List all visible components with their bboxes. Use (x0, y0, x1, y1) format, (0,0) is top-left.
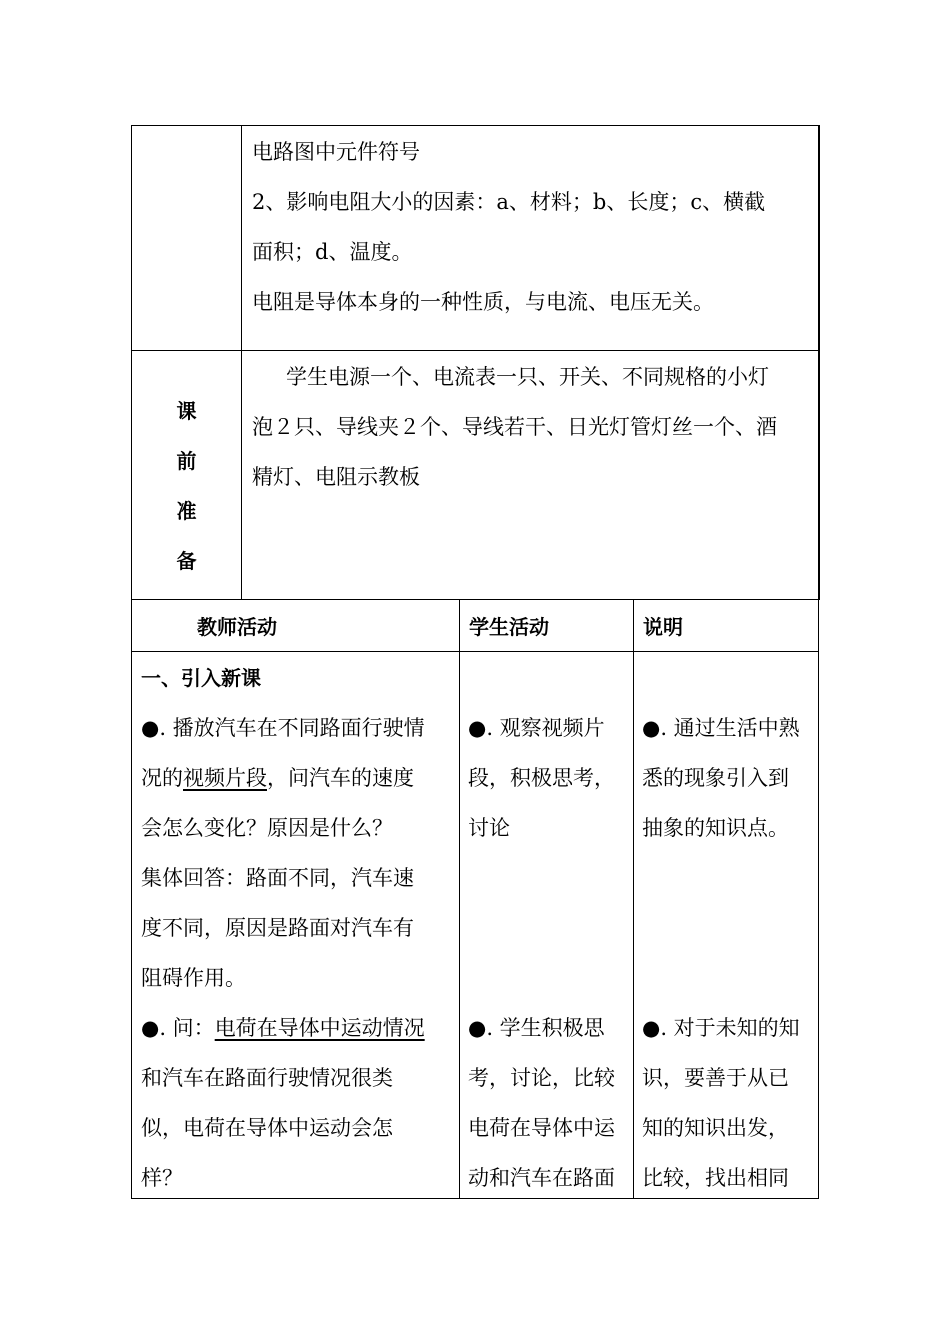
text-line (468, 953, 626, 1003)
text-span: ●. 问： (141, 1016, 215, 1040)
activity-table (131, 599, 819, 1199)
materials-cell (252, 352, 812, 502)
text-line: 阻碍作用。 (141, 966, 246, 990)
label-char: 前 (176, 449, 197, 473)
text-line (642, 653, 812, 703)
text-line: 精灯、电阻示教板 (252, 465, 420, 489)
header-student-activity: 学生活动 (469, 615, 549, 639)
label-char: 课 (176, 399, 197, 423)
text-line: 电荷在导体中运 (468, 1116, 615, 1140)
charge-motion-link[interactable]: 电荷在导体中运动情况 (214, 1016, 425, 1040)
text-line: 度不同，原因是路面对汽车有 (141, 916, 414, 940)
teacher-activity-column (141, 653, 451, 1203)
text-line: ●. 学生积极思 (468, 1016, 605, 1040)
header-teacher-activity: 教师活动 (197, 615, 277, 639)
row-divider (132, 350, 818, 351)
student-activity-column (468, 653, 626, 1203)
text-span: ，问汽车的速度 (267, 766, 414, 790)
text-line: 2、影响电阻大小的因素：a、材料；b、长度；c、横截 (252, 190, 766, 214)
text-line: 会怎么变化？原因是什么？ (141, 816, 393, 840)
text-line (468, 903, 626, 953)
text-line (642, 903, 812, 953)
column-divider (459, 600, 460, 1198)
text-line: 集体回答：路面不同，汽车速 (141, 866, 414, 890)
text-line: 抽象的知识点。 (642, 816, 789, 840)
text-line (468, 853, 626, 903)
video-clip-link[interactable]: 视频片段 (183, 766, 267, 790)
text-line (468, 653, 626, 703)
text-line: 讨论 (468, 816, 510, 840)
text-line: 泡２只、导线夹２个、导线若干、日光灯管灯丝一个、酒 (252, 415, 777, 439)
text-line: 考，讨论，比较 (468, 1066, 615, 1090)
text-line: 知的知识出发， (642, 1116, 789, 1140)
text-line: 和汽车在路面行驶情况很类 (141, 1066, 393, 1090)
text-line (642, 853, 812, 903)
text-line: 电路图中元件符号 (252, 140, 420, 164)
text-line: 样？ (141, 1166, 183, 1190)
text-line: ●. 观察视频片 (468, 716, 605, 740)
notes-column (642, 653, 812, 1203)
pre-class-preparation-label (132, 386, 241, 586)
text-line: 面积；d、温度。 (252, 240, 413, 264)
column-divider (633, 600, 634, 1198)
section-title: 一、引入新课 (141, 666, 261, 690)
text-line: 学生电源一个、电流表一只、开关、不同规格的小灯 (286, 365, 769, 389)
header-notes: 说明 (643, 615, 683, 639)
text-line: ●. 播放汽车在不同路面行驶情 (141, 716, 425, 740)
text-line: 比较，找出相同 (642, 1166, 789, 1190)
header-divider (132, 651, 818, 652)
text-line (141, 1003, 451, 1053)
label-char: 准 (176, 499, 197, 523)
text-line: 段，积极思考， (468, 766, 615, 790)
text-line: 电阻是导体本身的一种性质，与电流、电压无关。 (252, 290, 714, 314)
text-line: ●. 对于未知的知 (642, 1016, 800, 1040)
text-line: 悉的现象引入到 (642, 766, 789, 790)
text-line: 动和汽车在路面 (468, 1166, 615, 1190)
text-line (141, 753, 451, 803)
label-char: 备 (176, 549, 197, 573)
lesson-prep-table (131, 125, 820, 600)
text-line (642, 953, 812, 1003)
text-line: ●. 通过生活中熟 (642, 716, 800, 740)
text-span: 况的 (141, 766, 183, 790)
column-divider (241, 126, 242, 600)
knowledge-points-cell (252, 127, 812, 327)
text-line: 似，电荷在导体中运动会怎 (141, 1116, 393, 1140)
text-line: 识，要善于从已 (642, 1066, 789, 1090)
